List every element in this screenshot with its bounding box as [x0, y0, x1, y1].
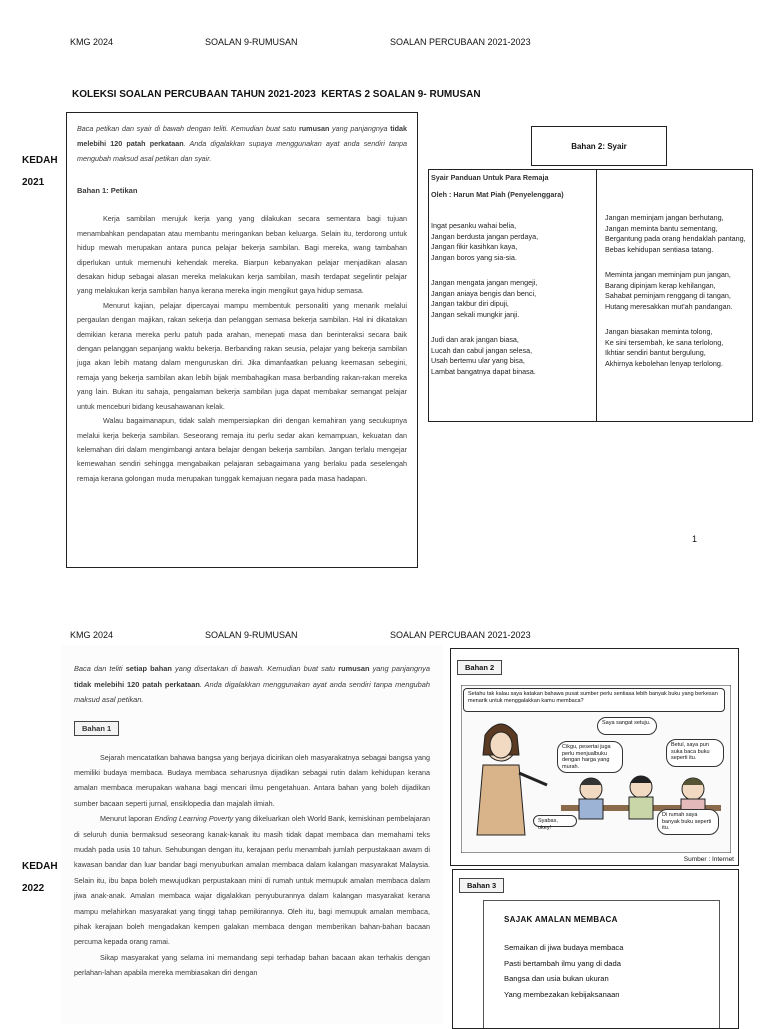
syair-author: Oleh : Harun Mat Piah (Penyelenggara): [431, 190, 564, 199]
syair-line: Lambat bangatnya dapat binasa.: [431, 366, 536, 376]
q2021-paragraph-2: Menurut kajian, pelajar dipercayai mampu membentuk personaliti yang menarik melalui pergaulan dengan majikan, rakan sekerja dan pelanggan semasa bekerja sambilan. Hal ini dikatakan demikian kerana mereka perlu patuh pada arahan, menepati masa dan berinteraksi secara baik dengan pelanggan sepanjang waktu bekerja. Berbanding rakan seusia, pelajar yang bekerja sambilan juga akan lebih matang dalam menguruskan diri. Jika dimanfaatkan peluang keemasan sebegini, remaja yang bekerja sambilan akan lebih bijak membahagikan masa berbanding rakan-rakan mereka yang lain. Bukan itu sahaja, pengalaman bekerja sambilan juga dapat membakar semangat pelajar untuk menceburi bidang keusahawanan kelak.: [77, 300, 407, 411]
syair-line: Bergantung pada orang hendaklah pantang,: [605, 234, 746, 243]
syair-line: Hutang meresakkan mut'ah pandangan.: [605, 301, 733, 311]
syair-line: Judi dan arak jangan biasa,: [431, 335, 519, 344]
q2022-bahan1-label: Bahan 1: [74, 721, 119, 736]
q2022-bahan3-sajak: [452, 869, 739, 1029]
bahan1-label: Bahan 1: Petikan: [77, 186, 138, 195]
document-title: KOLEKSI SOALAN PERCUBAAN TAHUN 2021-2023 KERTAS 2 SOALAN 9- RUMUSAN: [72, 89, 481, 100]
header-left-p2: KMG 2024: [70, 630, 114, 640]
syair-title: Syair Panduan Untuk Para Remaja: [431, 173, 549, 182]
q2022-bahan2-label: Bahan 2: [457, 660, 502, 675]
syair-line: Ke sini tersembah, ke sana terlolong,: [605, 337, 724, 347]
syair-line: Jangan boros yang sia-sia.: [431, 252, 517, 262]
syair-left-stanza: [431, 278, 594, 320]
syair-right-stanza: [605, 270, 748, 312]
page-number: 1: [692, 534, 698, 544]
q2022-bahan3-label: Bahan 3: [459, 878, 504, 893]
bahan2-syair-label: Bahan 2: Syair: [531, 126, 667, 166]
state-name: KEDAH: [22, 861, 58, 872]
syair-line: Jangan mengata jangan mengeji,: [431, 278, 538, 287]
syair-line: Jangan berdusta jangan perdaya,: [431, 231, 539, 241]
sajak-lines: [504, 940, 719, 1002]
syair-box: [428, 169, 753, 422]
speech-bubble-5: Di rumah saya banyak buku seperti itu.: [657, 809, 719, 835]
sajak-frame: [483, 900, 720, 1029]
year-label: 2022: [22, 883, 45, 894]
syair-line: Sahabat peminjam renggang di tangan,: [605, 291, 731, 300]
header-left: KMG 2024: [70, 37, 114, 47]
q2022-paragraph-1: Sejarah mencatatkan bahawa bangsa yang berjaya dicirikan oleh masyarakatnya sebagai bangsa yang memiliki budaya membaca. Budaya membaca seharusnya dijadikan sebagai rutin dalam kehidupan kerana amalan membaca merupakan wahana bagi mencari ilmu pengetahuan. Antara bahan yang boleh dijadikan sumber bacaan seperti jurnal, ensiklopedia dan majalah ilmiah.: [74, 752, 430, 808]
q2021-paragraph-3: Walau bagaimanapun, tidak salah mempersiapkan diri dengan kemahiran yang secukupnya melalui kerja bekerja sambilan. Seseorang remaja itu perlu sedar akan kemampuan, kekuatan dan kelemahan diri dalam mengimbangi antara belajar dengan bekerja sambilan. Jangan terlalu mengejar kemewahan sendiri sehingga mengabaikan pelajaran sebagaimana yang berlaku pada seselengah remaja kerana golongan muda merupakan tunggak kemajuan negara pada masa hadapan.: [77, 416, 407, 483]
header-right: SOALAN PERCUBAAN 2021-2023: [390, 37, 531, 47]
q2021-passage-image: [66, 112, 418, 568]
state-label-2021: [22, 150, 58, 194]
q2022-passage-image: [62, 645, 442, 1024]
syair-line: Jangan takbur diri dipuji,: [431, 299, 509, 308]
cartoon-source: Sumber : Internet: [683, 856, 734, 863]
year-label: 2021: [22, 177, 45, 188]
syair-line: Jangan biasakan meminta tolong,: [605, 327, 713, 336]
sajak-title: SAJAK AMALAN MEMBACA: [504, 915, 618, 924]
state-name: KEDAH: [22, 155, 58, 166]
speech-bubble-teacher: Setahu tak kalau saya katakan bahawa pusat sumber perlu sentiasa lebih banyak buku yang berkesan menarik untuk menggalakkan kamu membaca?: [463, 688, 725, 712]
q2022-instruction: Baca dan teliti setiap bahan yang disertakan di bawah. Kemudian buat satu rumusan yang panjangnya tidak melebihi 120 patah perkataan. Anda digalakkan menggunakan ayat anda sendiri tanpa mengubah maksud asal petikan.: [74, 664, 430, 704]
syair-line: Jangan meminjam jangan berhutang,: [605, 213, 724, 222]
sajak-line: Pasti bertambah ilmu yang di dada: [504, 958, 621, 968]
syair-right-stanza: [605, 327, 748, 369]
syair-line: Jangan meminta bantu sementang,: [605, 223, 718, 233]
syair-line: Ingat pesanku wahai belia,: [431, 221, 517, 230]
syair-line: Jangan fikir kasihkan kaya,: [431, 242, 518, 251]
syair-line: Bebas kehidupan sentiasa tatang.: [605, 244, 714, 254]
syair-line: Ikhtiar sendiri bantut bergulung,: [605, 348, 706, 357]
syair-line: Usah bertemu ular yang bisa,: [431, 356, 525, 365]
q2021-instruction: Baca petikan dan syair di bawah dengan teliti. Kemudian buat satu rumusan yang panjangnya tidak melebihi 120 patah perkataan. Anda digalakkan supaya menggunakan ayat anda sendiri tanpa mengubah maksud asal petikan dan syair.: [77, 124, 408, 163]
q2021-paragraph-1: Kerja sambilan merujuk kerja yang yang dilakukan secara sementara bagi tujuan menambahkan pendapatan atau membantu meringankan beban keluarga. Selain itu, terdorong untuk hidup mewah merupakan antara punca pelajar bekerja sambilan. Bagi mereka, wang tambahan diperlukan untuk memenuhi kehendak mereka. Biarpun kebanyakan pelajar menjadikan alasan desakan hidup sebagai alasan mereka melakukan kerja sambilan, masih terdapat segelintir pelajar yang melakukan kerja sambilan hanya kerana mereka ingin mengikut gaya hidup semasa.: [77, 214, 407, 296]
header-right-p2: SOALAN PERCUBAAN 2021-2023: [390, 630, 531, 640]
speech-bubble-1: Saya sangat setuju.: [597, 717, 657, 735]
syair-line: Jangan aniaya bengis dan benci,: [431, 288, 537, 298]
syair-stanzas-left: [431, 221, 594, 377]
syair-left-stanza: [431, 221, 594, 263]
syair-line: Lucah dan cabul jangan selesa,: [431, 345, 533, 355]
state-label-2022: [22, 856, 58, 900]
q2022-bahan2-cartoon: [450, 648, 739, 866]
syair-line: Jangan sekali mungkir janji.: [431, 309, 520, 319]
speech-bubble-4: Syabas, okey!: [533, 815, 577, 827]
syair-left-stanza: [431, 335, 594, 377]
header-center: SOALAN 9-RUMUSAN: [205, 37, 298, 47]
sajak-line: Yang membezakan kebijaksanaan: [504, 989, 620, 999]
sajak-line: Semaikan di jiwa budaya membaca: [504, 943, 624, 952]
syair-right-stanza: [605, 213, 748, 255]
syair-line: Meminta jangan meminjam pun jangan,: [605, 270, 731, 279]
speech-bubble-3: Betul, saya pun suka baca buku seperti itu.: [666, 739, 724, 767]
sajak-line: Bangsa dan usia bukan ukuran: [504, 974, 609, 983]
syair-line: Akhirnya kebolehan lenyap terlolong.: [605, 358, 723, 368]
header-center-p2: SOALAN 9-RUMUSAN: [205, 630, 298, 640]
q2022-paragraph-3: Sikap masyarakat yang selama ini memandang sepi terhadap bahan bacaan akan terhakis dengan perlahan-lahan apabila mereka membiasakan diri dengan: [74, 952, 430, 978]
syair-right-column: [601, 170, 752, 421]
syair-line: Barang dipinjam kerap kehilangan,: [605, 280, 716, 290]
syair-left-column: [429, 170, 597, 421]
speech-bubble-2: Cikgu, pesertai juga perlu menjualbuku dengan harga yang murah.: [557, 741, 623, 773]
syair-stanzas-right: [605, 213, 748, 369]
q2022-paragraph-2: Menurut laporan Ending Learning Poverty yang dikeluarkan oleh World Bank, kemiskinan pembelajaran di seluruh dunia bermaksud seseorang kanak-kanak itu masih tidak dapat membaca dan memahami teks mudah pada usia 10 tahun. Sehubungan dengan itu, kerajaan perlu menambah jumlah perpustakaan awam di kawasan bandar dan luar bandar bagi menyuburkan amalan membaca dalam kalangan masyarakat Malaysia. Selain itu, ibu bapa boleh mewujudkan perpustakaan mini di rumah untuk memupuk amalan membaca dalam jiwa anak-anak. Amalan membaca wajar digalakkan penyuburannya dalam kalangan masyarakat kerana mampu melahirkan masyarakat yang tinggi tahap pemikirannya. Oleh itu, bagi memupuk amalan membaca, pihak kerajaan boleh mengadakan kempen galakan membaca dengan memberikan bahan-bahan bacaan percuma kepada orang ramai.: [74, 814, 431, 947]
